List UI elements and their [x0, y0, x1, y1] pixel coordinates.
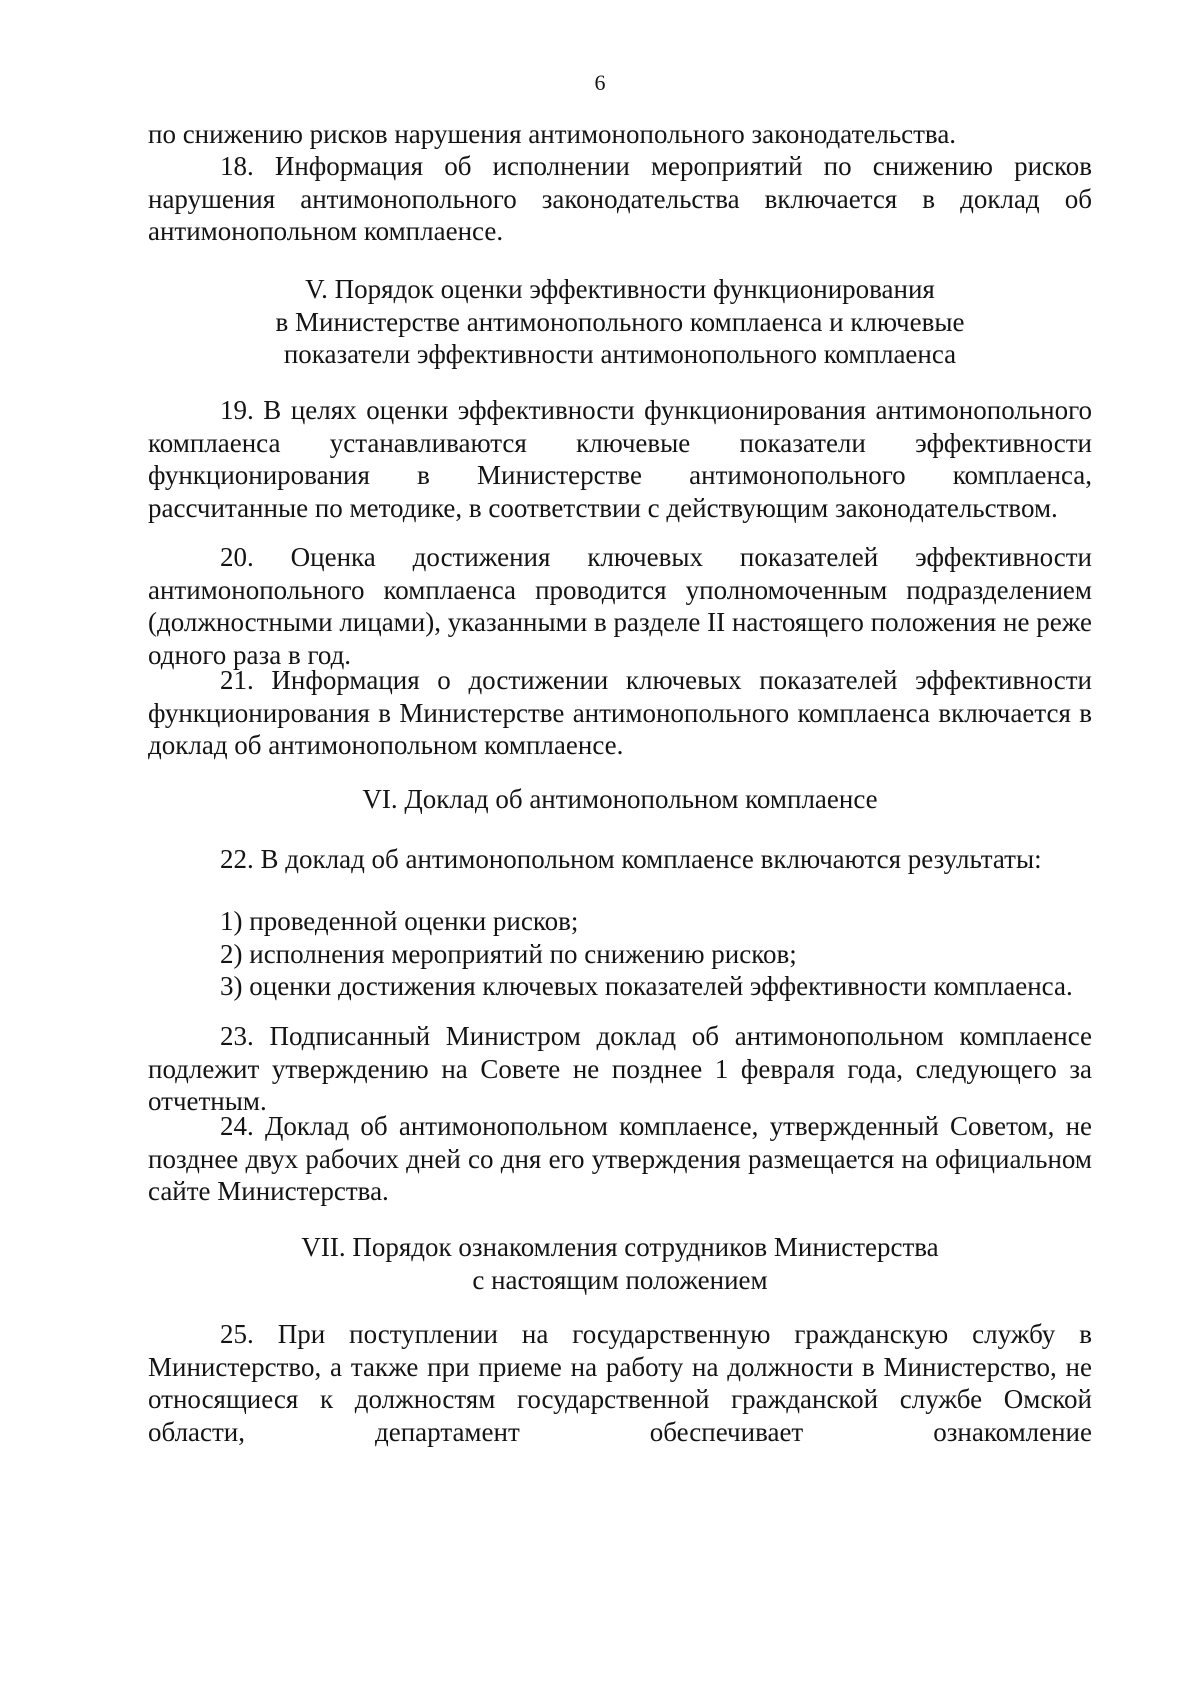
list-item: 2) исполнения мероприятий по снижению рисков;: [220, 938, 797, 969]
paragraph-21: 21. Информация о достижении ключевых показателей эффективности функционирования в Министерстве антимонопольного комплаенса включается в доклад об антимонопольном комплаенсе.: [148, 665, 1092, 760]
paragraph-24: 24. Доклад об антимонопольном комплаенсе, утвержденный Советом, не позднее двух рабочих дней со дня его утверждения размещается на официальном сайте Министерства.: [148, 1111, 1092, 1206]
page-number: 6: [594, 70, 606, 95]
section-5-title: V. Порядок оценки эффективности функционирования в Министерстве антимонопольного комплаенса и ключевые показатели эффективности антимонопольного комплаенса: [275, 274, 965, 369]
paragraph-25: 25. При поступлении на государственную гражданскую службу в Министерство, а также при приеме на работу на должности в Министерство, не относящиеся к должностям государственной гражданской службе Омской области, департамент обеспечивает ознакомление: [148, 1319, 1092, 1447]
paragraph-22-list: [148, 905, 1092, 1003]
section-7-title: VII. Порядок ознакомления сотрудников Министерства с настоящим положением: [301, 1232, 939, 1295]
list-item: 1) проведенной оценки рисков;: [220, 906, 579, 936]
paragraph-17-end: по снижению рисков нарушения антимонопольного законодательства.: [148, 119, 957, 149]
paragraph-22: 22. В доклад об антимонопольном комплаенсе включаются результаты:: [220, 844, 1042, 874]
paragraph-23: 23. Подписанный Министром доклад об антимонопольном комплаенсе подлежит утверждению на Совете не позднее 1 февраля года, следующего за отчетным.: [148, 1021, 1092, 1116]
paragraph-18: 18. Информация об исполнении мероприятий по снижению рисков нарушения антимонопольного законодательства включается в доклад об антимонопольном комплаенсе.: [148, 151, 1092, 246]
section-6-title: VI. Доклад об антимонопольном комплаенсе: [362, 784, 878, 814]
paragraph-19: 19. В целях оценки эффективности функционирования антимонопольного комплаенса устанавливаются ключевые показатели эффективности функционирования в Министерстве антимонопольного комплаенса, рассчитанные по методике, в соответствии с действующим законодательством.: [148, 395, 1092, 523]
list-item: 3) оценки достижения ключевых показателей эффективности комплаенса.: [220, 971, 1073, 1001]
paragraph-20: 20. Оценка достижения ключевых показателей эффективности антимонопольного комплаенса проводится уполномоченным подразделением (должностными лицами), указанными в разделе II настоящего положения не реже одного раза в год.: [148, 542, 1092, 670]
